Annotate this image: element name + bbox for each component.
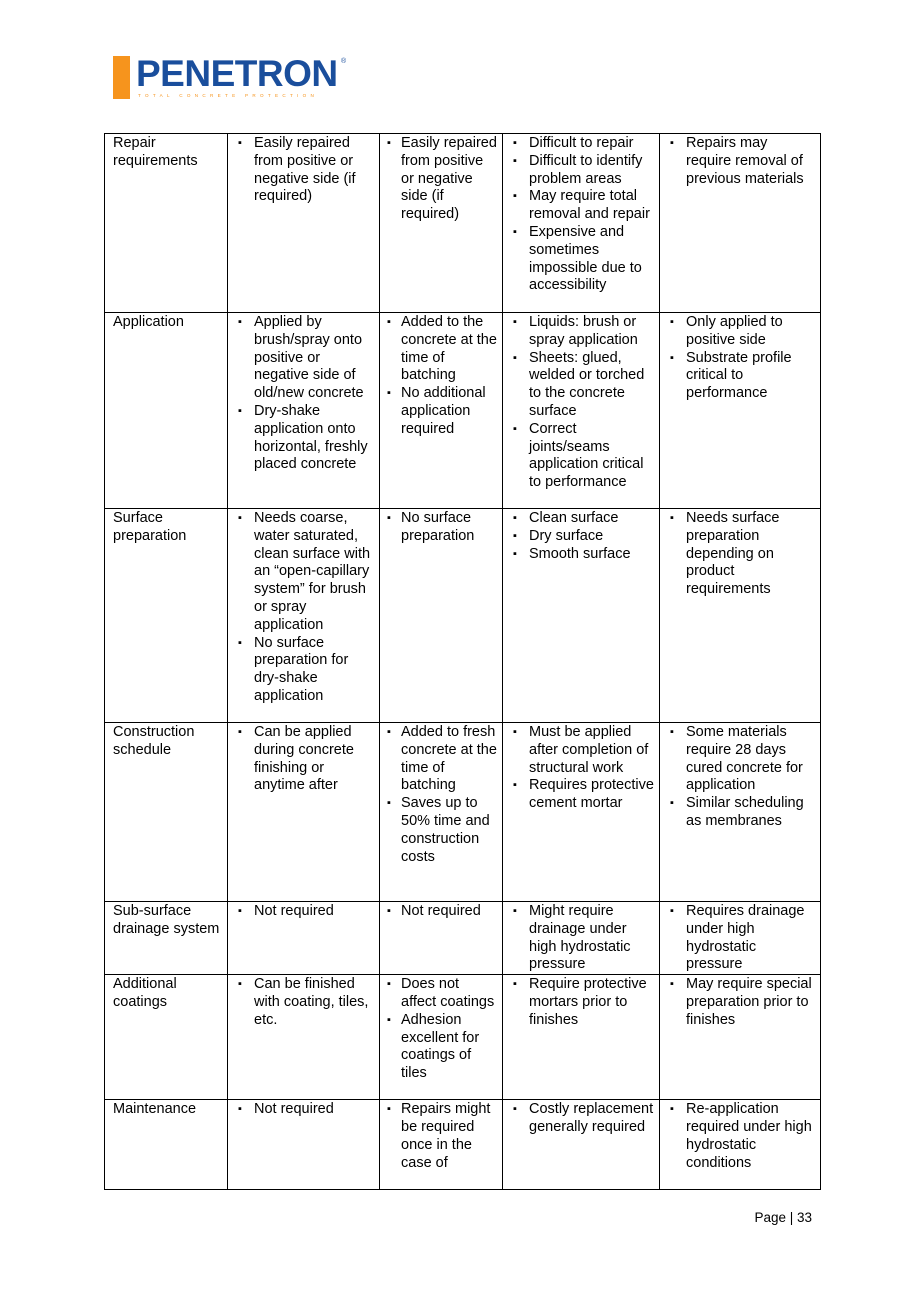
bullet-list — [511, 976, 655, 1029]
bullet-item: ▪ Can be finished with coating, tiles, etc. — [236, 976, 375, 1029]
table-cell — [228, 723, 380, 902]
table-cell — [503, 975, 660, 1100]
bullet-item: ▪ Saves up to 50% time and construction costs — [388, 795, 498, 866]
bullet-item: ▪ Repairs may require removal of previous materials — [668, 135, 816, 188]
table-cell — [228, 134, 380, 313]
bullet-item: ▪ Similar scheduling as membranes — [668, 795, 816, 831]
bullet-list — [511, 724, 655, 813]
row-label: Surface preparation — [105, 509, 228, 723]
bullet-item: ▪ Needs surface preparation depending on product requirements — [668, 510, 816, 599]
page-number: Page | 33 — [754, 1210, 812, 1225]
logo-tagline: TOTAL CONCRETE PROTECTION — [138, 93, 319, 98]
table-cell — [503, 313, 660, 509]
table-row — [105, 975, 821, 1100]
row-label: Application — [105, 313, 228, 509]
table-cell — [660, 313, 821, 509]
table-row — [105, 313, 821, 509]
bullet-item: ▪ Clean surface — [511, 510, 655, 528]
table-row — [105, 509, 821, 723]
bullet-list — [388, 1101, 498, 1172]
bullet-item: ▪ Requires protective cement mortar — [511, 777, 655, 813]
table-cell — [228, 313, 380, 509]
bullet-item: ▪ Easily repaired from positive or negative side (if required) — [388, 135, 498, 224]
table-cell — [503, 723, 660, 902]
bullet-item: ▪ No surface preparation — [388, 510, 498, 546]
logo-registered-mark: ® — [341, 58, 347, 65]
bullet-item: ▪ May require total removal and repair — [511, 188, 655, 224]
bullet-item: ▪ Added to fresh concrete at the time of batching — [388, 724, 498, 795]
table-cell — [503, 509, 660, 723]
bullet-list — [236, 976, 375, 1029]
table-cell — [380, 975, 503, 1100]
bullet-list — [388, 724, 498, 866]
bullet-item: ▪ May require special preparation prior to finishes — [668, 976, 816, 1029]
bullet-item: ▪ Might require drainage under high hydrostatic pressure — [511, 903, 655, 974]
table-cell — [380, 313, 503, 509]
table-cell — [660, 509, 821, 723]
bullet-list — [236, 903, 375, 921]
bullet-list — [236, 314, 375, 474]
bullet-item: ▪ Difficult to repair — [511, 135, 655, 153]
table-cell — [660, 975, 821, 1100]
bullet-item: ▪ Smooth surface — [511, 546, 655, 564]
bullet-item: ▪ Can be applied during concrete finishing or anytime after — [236, 724, 375, 795]
comparison-table — [104, 133, 821, 1190]
table-cell — [380, 902, 503, 975]
row-label: Sub-surface drainage system — [105, 902, 228, 975]
bullet-list — [236, 135, 375, 206]
bullet-list — [388, 510, 498, 546]
bullet-list — [236, 724, 375, 795]
bullet-item: ▪ Dry-shake application onto horizontal, freshly placed concrete — [236, 403, 375, 474]
table-cell — [380, 134, 503, 313]
bullet-list — [668, 976, 816, 1029]
bullet-list — [511, 1101, 655, 1137]
bullet-list — [511, 903, 655, 974]
bullet-list — [511, 135, 655, 295]
bullet-item: ▪ Does not affect coatings — [388, 976, 498, 1012]
bullet-item: ▪ Sheets: glued, welded or torched to the concrete surface — [511, 350, 655, 421]
bullet-list — [668, 724, 816, 831]
table-cell — [228, 975, 380, 1100]
bullet-list — [668, 135, 816, 188]
bullet-list — [511, 510, 655, 563]
table-cell — [660, 134, 821, 313]
bullet-item: ▪ Requires drainage under high hydrostatic pressure — [668, 903, 816, 974]
row-label: Maintenance — [105, 1100, 228, 1190]
bullet-item: ▪ Easily repaired from positive or negative side (if required) — [236, 135, 375, 206]
bullet-item: ▪ Expensive and sometimes impossible due to accessibility — [511, 224, 655, 295]
bullet-list — [668, 314, 816, 403]
logo-wordmark: PENETRON — [136, 53, 338, 94]
logo-orange-bar — [113, 56, 130, 99]
table-row — [105, 1100, 821, 1190]
bullet-item: ▪ Require protective mortars prior to finishes — [511, 976, 655, 1029]
table-row — [105, 723, 821, 902]
table-cell — [228, 902, 380, 975]
bullet-item: ▪ Not required — [236, 1101, 375, 1119]
bullet-list — [388, 314, 498, 439]
bullet-list — [388, 903, 498, 921]
table-cell — [228, 1100, 380, 1190]
bullet-list — [388, 135, 498, 224]
table-cell — [660, 723, 821, 902]
bullet-list — [668, 510, 816, 599]
bullet-item: ▪ Costly replacement generally required — [511, 1101, 655, 1137]
bullet-item: ▪ Substrate profile critical to performance — [668, 350, 816, 403]
bullet-item: ▪ Liquids: brush or spray application — [511, 314, 655, 350]
row-label: Construction schedule — [105, 723, 228, 902]
bullet-list — [668, 903, 816, 974]
table-cell — [503, 134, 660, 313]
bullet-item: ▪ Applied by brush/spray onto positive or negative side of old/new concrete — [236, 314, 375, 403]
penetron-logo — [113, 53, 353, 102]
bullet-item: ▪ Added to the concrete at the time of batching — [388, 314, 498, 385]
bullet-item: ▪ Adhesion excellent for coatings of tiles — [388, 1012, 498, 1083]
bullet-item: ▪ Not required — [388, 903, 498, 921]
table-cell — [380, 723, 503, 902]
table-cell — [660, 902, 821, 975]
table-cell — [380, 509, 503, 723]
bullet-list — [668, 1101, 816, 1172]
table-cell — [380, 1100, 503, 1190]
bullet-list — [511, 314, 655, 492]
table-cell — [503, 1100, 660, 1190]
bullet-item: ▪ Repairs might be required once in the case of — [388, 1101, 498, 1172]
bullet-item: ▪ Re-application required under high hydrostatic conditions — [668, 1101, 816, 1172]
bullet-list — [388, 976, 498, 1083]
bullet-item: ▪ Only applied to positive side — [668, 314, 816, 350]
table-cell — [660, 1100, 821, 1190]
bullet-item: ▪ Some materials require 28 days cured concrete for application — [668, 724, 816, 795]
bullet-item: ▪ Needs coarse, water saturated, clean surface with an “open-capillary system” for brush or spray application — [236, 510, 375, 635]
bullet-item: ▪ No additional application required — [388, 385, 498, 438]
table-row — [105, 134, 821, 313]
table-row — [105, 902, 821, 975]
bullet-item: ▪ Dry surface — [511, 528, 655, 546]
bullet-list — [236, 510, 375, 706]
table-cell — [503, 902, 660, 975]
table-cell — [228, 509, 380, 723]
bullet-item: ▪ No surface preparation for dry-shake application — [236, 635, 375, 706]
bullet-item: ▪ Not required — [236, 903, 375, 921]
bullet-item: ▪ Correct joints/seams application critical to performance — [511, 421, 655, 492]
bullet-item: ▪ Difficult to identify problem areas — [511, 153, 655, 189]
bullet-item: ▪ Must be applied after completion of structural work — [511, 724, 655, 777]
row-label: Additional coatings — [105, 975, 228, 1100]
row-label: Repair requirements — [105, 134, 228, 313]
bullet-list — [236, 1101, 375, 1119]
